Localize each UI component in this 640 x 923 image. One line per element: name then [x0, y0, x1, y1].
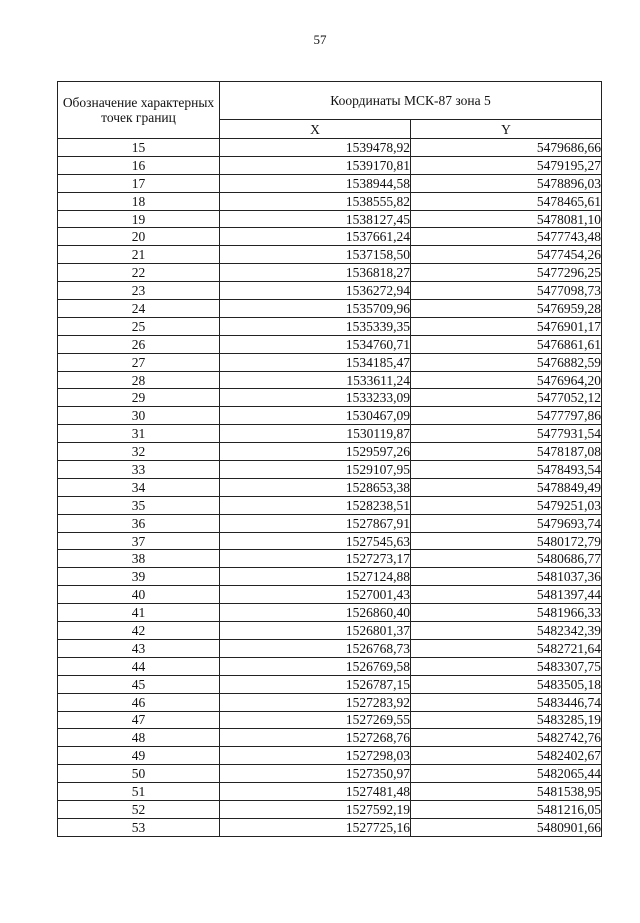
- cell-y: 5481397,44: [411, 586, 602, 604]
- cell-y: 5479251,03: [411, 496, 602, 514]
- cell-x: 1527273,17: [220, 550, 411, 568]
- cell-x: 1535339,35: [220, 317, 411, 335]
- cell-y: 5482721,64: [411, 639, 602, 657]
- cell-x: 1534185,47: [220, 353, 411, 371]
- cell-x: 1538555,82: [220, 192, 411, 210]
- cell-y: 5476959,28: [411, 300, 602, 318]
- cell-x: 1526787,15: [220, 675, 411, 693]
- cell-point: 24: [58, 300, 220, 318]
- cell-y: 5482742,76: [411, 729, 602, 747]
- cell-y: 5482342,39: [411, 622, 602, 640]
- table-row: [58, 353, 602, 371]
- cell-x: 1527283,92: [220, 693, 411, 711]
- table-row: [58, 478, 602, 496]
- cell-point: 48: [58, 729, 220, 747]
- cell-y: 5478187,08: [411, 443, 602, 461]
- table-row: [58, 210, 602, 228]
- header-y: Y: [411, 120, 602, 139]
- cell-point: 35: [58, 496, 220, 514]
- table-row: [58, 604, 602, 622]
- cell-y: 5481538,95: [411, 783, 602, 801]
- table-row: [58, 496, 602, 514]
- table-row: [58, 407, 602, 425]
- header-x: X: [220, 120, 411, 139]
- table-row: [58, 586, 602, 604]
- cell-x: 1534760,71: [220, 335, 411, 353]
- cell-x: 1536818,27: [220, 264, 411, 282]
- cell-y: 5480172,79: [411, 532, 602, 550]
- table-row: [58, 818, 602, 836]
- cell-point: 15: [58, 139, 220, 157]
- cell-x: 1527725,16: [220, 818, 411, 836]
- cell-y: 5478849,49: [411, 478, 602, 496]
- cell-x: 1536272,94: [220, 282, 411, 300]
- cell-x: 1530119,87: [220, 425, 411, 443]
- cell-point: 28: [58, 371, 220, 389]
- table-row: [58, 300, 602, 318]
- table-row: [58, 693, 602, 711]
- table-row: [58, 174, 602, 192]
- cell-x: 1528238,51: [220, 496, 411, 514]
- cell-point: 37: [58, 532, 220, 550]
- cell-point: 22: [58, 264, 220, 282]
- cell-x: 1530467,09: [220, 407, 411, 425]
- cell-point: 19: [58, 210, 220, 228]
- table-row: [58, 550, 602, 568]
- cell-point: 39: [58, 568, 220, 586]
- cell-y: 5481966,33: [411, 604, 602, 622]
- cell-point: 25: [58, 317, 220, 335]
- cell-y: 5476861,61: [411, 335, 602, 353]
- table-row: [58, 246, 602, 264]
- cell-x: 1538127,45: [220, 210, 411, 228]
- cell-point: 23: [58, 282, 220, 300]
- cell-y: 5476882,59: [411, 353, 602, 371]
- cell-x: 1538944,58: [220, 174, 411, 192]
- cell-x: 1526768,73: [220, 639, 411, 657]
- cell-y: 5483446,74: [411, 693, 602, 711]
- cell-x: 1537661,24: [220, 228, 411, 246]
- cell-y: 5479693,74: [411, 514, 602, 532]
- cell-point: 41: [58, 604, 220, 622]
- table-row: [58, 675, 602, 693]
- cell-point: 45: [58, 675, 220, 693]
- cell-x: 1539478,92: [220, 139, 411, 157]
- header-coordinate-system: Координаты МСК-87 зона 5: [220, 82, 602, 120]
- cell-y: 5478493,54: [411, 461, 602, 479]
- cell-y: 5477797,86: [411, 407, 602, 425]
- table-body: [58, 139, 602, 837]
- cell-point: 47: [58, 711, 220, 729]
- cell-y: 5477098,73: [411, 282, 602, 300]
- cell-x: 1527001,43: [220, 586, 411, 604]
- cell-y: 5478896,03: [411, 174, 602, 192]
- cell-y: 5477454,26: [411, 246, 602, 264]
- table-row: [58, 228, 602, 246]
- cell-y: 5480901,66: [411, 818, 602, 836]
- cell-x: 1527268,76: [220, 729, 411, 747]
- cell-point: 33: [58, 461, 220, 479]
- cell-x: 1533611,24: [220, 371, 411, 389]
- cell-x: 1527269,55: [220, 711, 411, 729]
- cell-y: 5477052,12: [411, 389, 602, 407]
- cell-x: 1528653,38: [220, 478, 411, 496]
- cell-point: 44: [58, 657, 220, 675]
- cell-point: 21: [58, 246, 220, 264]
- table-row: [58, 317, 602, 335]
- table-row: [58, 335, 602, 353]
- cell-point: 50: [58, 765, 220, 783]
- cell-point: 29: [58, 389, 220, 407]
- cell-x: 1527867,91: [220, 514, 411, 532]
- cell-point: 38: [58, 550, 220, 568]
- cell-point: 36: [58, 514, 220, 532]
- cell-y: 5481216,05: [411, 800, 602, 818]
- cell-y: 5482402,67: [411, 747, 602, 765]
- cell-y: 5483307,75: [411, 657, 602, 675]
- cell-point: 51: [58, 783, 220, 801]
- cell-x: 1535709,96: [220, 300, 411, 318]
- cell-y: 5481037,36: [411, 568, 602, 586]
- cell-point: 49: [58, 747, 220, 765]
- table-row: [58, 657, 602, 675]
- cell-point: 26: [58, 335, 220, 353]
- cell-x: 1527350,97: [220, 765, 411, 783]
- cell-y: 5483285,19: [411, 711, 602, 729]
- page-number: 57: [313, 32, 327, 47]
- table-row: [58, 729, 602, 747]
- cell-point: 31: [58, 425, 220, 443]
- cell-y: 5476901,17: [411, 317, 602, 335]
- table-row: [58, 371, 602, 389]
- table-row: [58, 747, 602, 765]
- header-point-designation: Обозначение характерных точек границ: [58, 82, 220, 139]
- cell-x: 1533233,09: [220, 389, 411, 407]
- cell-x: 1527481,48: [220, 783, 411, 801]
- cell-point: 32: [58, 443, 220, 461]
- cell-point: 17: [58, 174, 220, 192]
- cell-y: 5477931,54: [411, 425, 602, 443]
- cell-point: 20: [58, 228, 220, 246]
- cell-point: 18: [58, 192, 220, 210]
- cell-x: 1539170,81: [220, 156, 411, 174]
- cell-x: 1529107,95: [220, 461, 411, 479]
- cell-point: 16: [58, 156, 220, 174]
- table-row: [58, 800, 602, 818]
- table-header: [58, 82, 602, 139]
- cell-x: 1526801,37: [220, 622, 411, 640]
- table-row: [58, 532, 602, 550]
- table-row: [58, 783, 602, 801]
- table-row: [58, 264, 602, 282]
- table-row: [58, 514, 602, 532]
- cell-point: 43: [58, 639, 220, 657]
- table-row: [58, 461, 602, 479]
- cell-y: 5483505,18: [411, 675, 602, 693]
- cell-y: 5482065,44: [411, 765, 602, 783]
- cell-point: 52: [58, 800, 220, 818]
- table-row: [58, 282, 602, 300]
- table-row: [58, 192, 602, 210]
- cell-y: 5479195,27: [411, 156, 602, 174]
- cell-y: 5476964,20: [411, 371, 602, 389]
- cell-x: 1527124,88: [220, 568, 411, 586]
- table-row: [58, 622, 602, 640]
- table-row: [58, 568, 602, 586]
- cell-x: 1527545,63: [220, 532, 411, 550]
- cell-y: 5478465,61: [411, 192, 602, 210]
- cell-y: 5480686,77: [411, 550, 602, 568]
- cell-x: 1526769,58: [220, 657, 411, 675]
- cell-y: 5477296,25: [411, 264, 602, 282]
- cell-x: 1526860,40: [220, 604, 411, 622]
- table-row: [58, 425, 602, 443]
- cell-y: 5477743,48: [411, 228, 602, 246]
- table-row: [58, 389, 602, 407]
- cell-x: 1527298,03: [220, 747, 411, 765]
- cell-point: 27: [58, 353, 220, 371]
- cell-point: 46: [58, 693, 220, 711]
- cell-point: 53: [58, 818, 220, 836]
- table-row: [58, 765, 602, 783]
- table-row: [58, 139, 602, 157]
- cell-x: 1537158,50: [220, 246, 411, 264]
- cell-y: 5478081,10: [411, 210, 602, 228]
- table-row: [58, 443, 602, 461]
- cell-point: 40: [58, 586, 220, 604]
- table-row: [58, 711, 602, 729]
- cell-point: 30: [58, 407, 220, 425]
- cell-point: 42: [58, 622, 220, 640]
- table-row: [58, 639, 602, 657]
- cell-x: 1529597,26: [220, 443, 411, 461]
- cell-point: 34: [58, 478, 220, 496]
- cell-y: 5479686,66: [411, 139, 602, 157]
- table-row: [58, 156, 602, 174]
- cell-x: 1527592,19: [220, 800, 411, 818]
- coordinates-table: [57, 81, 602, 837]
